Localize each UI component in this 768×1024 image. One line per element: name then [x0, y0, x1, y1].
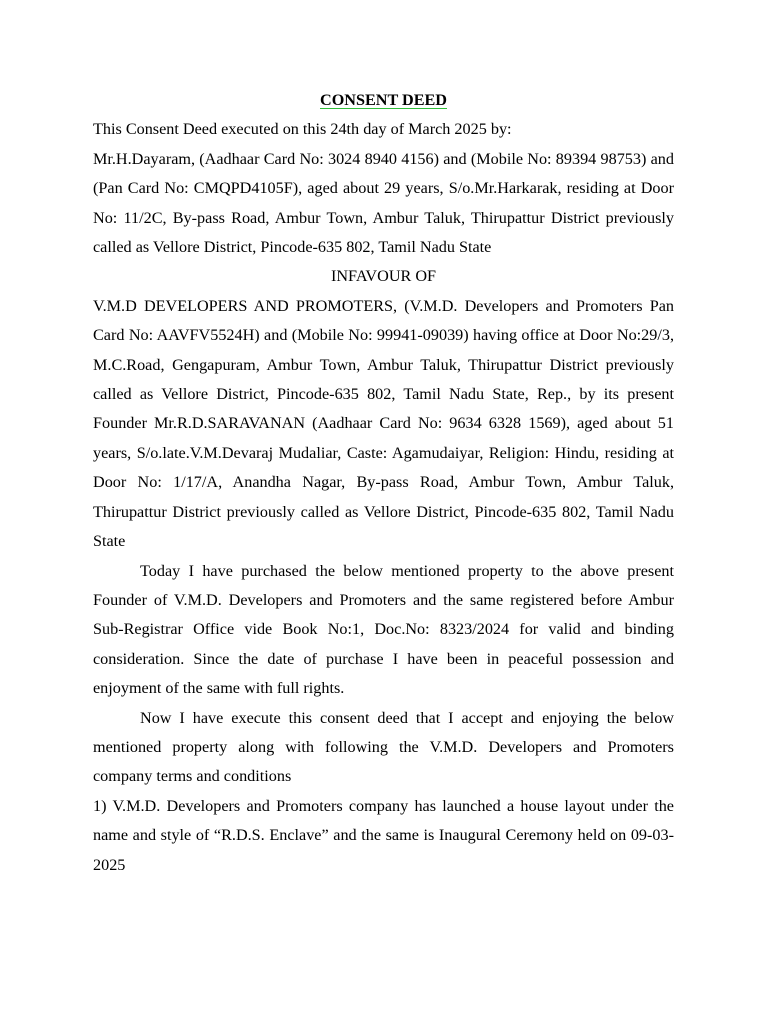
consent-paragraph: Now I have execute this consent deed that I accept and enjoying the below mentioned property along with following the V.M.D. Developers and Promoters company terms and conditions	[93, 708, 674, 786]
purchase-paragraph: Today I have purchased the below mentioned property to the above present Founder of V.M.D. Developers and Promoters and the same registered before Ambur Sub-Registrar Office vide Book No:1, Doc.No: 8323/2024 for valid and binding consideration. Since the date of purchase I have been in peaceful possession and enjoyment of the same with full rights.	[93, 561, 674, 698]
infavour-heading: INFAVOUR OF	[330, 267, 437, 286]
party-one-paragraph: Mr.H.Dayaram, (Aadhaar Card No: 3024 8940 4156) and (Mobile No: 89394 98753) and (Pan Card No: CMQPD4105F), aged about 29 years, S/o.Mr.Harkarak, residing at Door No: 11/2C, By-pass Road, Ambur Town, Ambur Taluk, Thirupattur District previously called as Vellore District, Pincode-635 802, Tamil Nadu State	[93, 149, 674, 257]
clause-one: 1) V.M.D. Developers and Promoters company has launched a house layout under the name and style of “R.D.S. Enclave” and the same is Inaugural Ceremony held on 09-03-2025	[93, 796, 674, 874]
document-page	[93, 86, 674, 880]
deed-title: CONSENT DEED	[320, 91, 447, 109]
party-two-paragraph: V.M.D DEVELOPERS AND PROMOTERS, (V.M.D. Developers and Promoters Pan Card No: AAVFV5524H) and (Mobile No: 99941-09039) having office at Door No:29/3, M.C.Road, Gengapuram, Ambur Town, Ambur Taluk, Thirupattur District previously called as Vellore District, Pincode-635 802, Tamil Nadu State, Rep., by its present Founder Mr.R.D.SARAVANAN (Aadhaar Card No: 9634 6328 1569), aged about 51 years, S/o.late.V.M.Devaraj Mudaliar, Caste: Agamudaiyar, Religion: Hindu, residing at Door No: 1/17/A, Anandha Nagar, By-pass Road, Ambur Town, Ambur Taluk, Thirupattur District previously called as Vellore District, Pincode-635 802, Tamil Nadu State	[93, 296, 674, 551]
intro-line: This Consent Deed executed on this 24th day of March 2025 by:	[93, 120, 512, 139]
